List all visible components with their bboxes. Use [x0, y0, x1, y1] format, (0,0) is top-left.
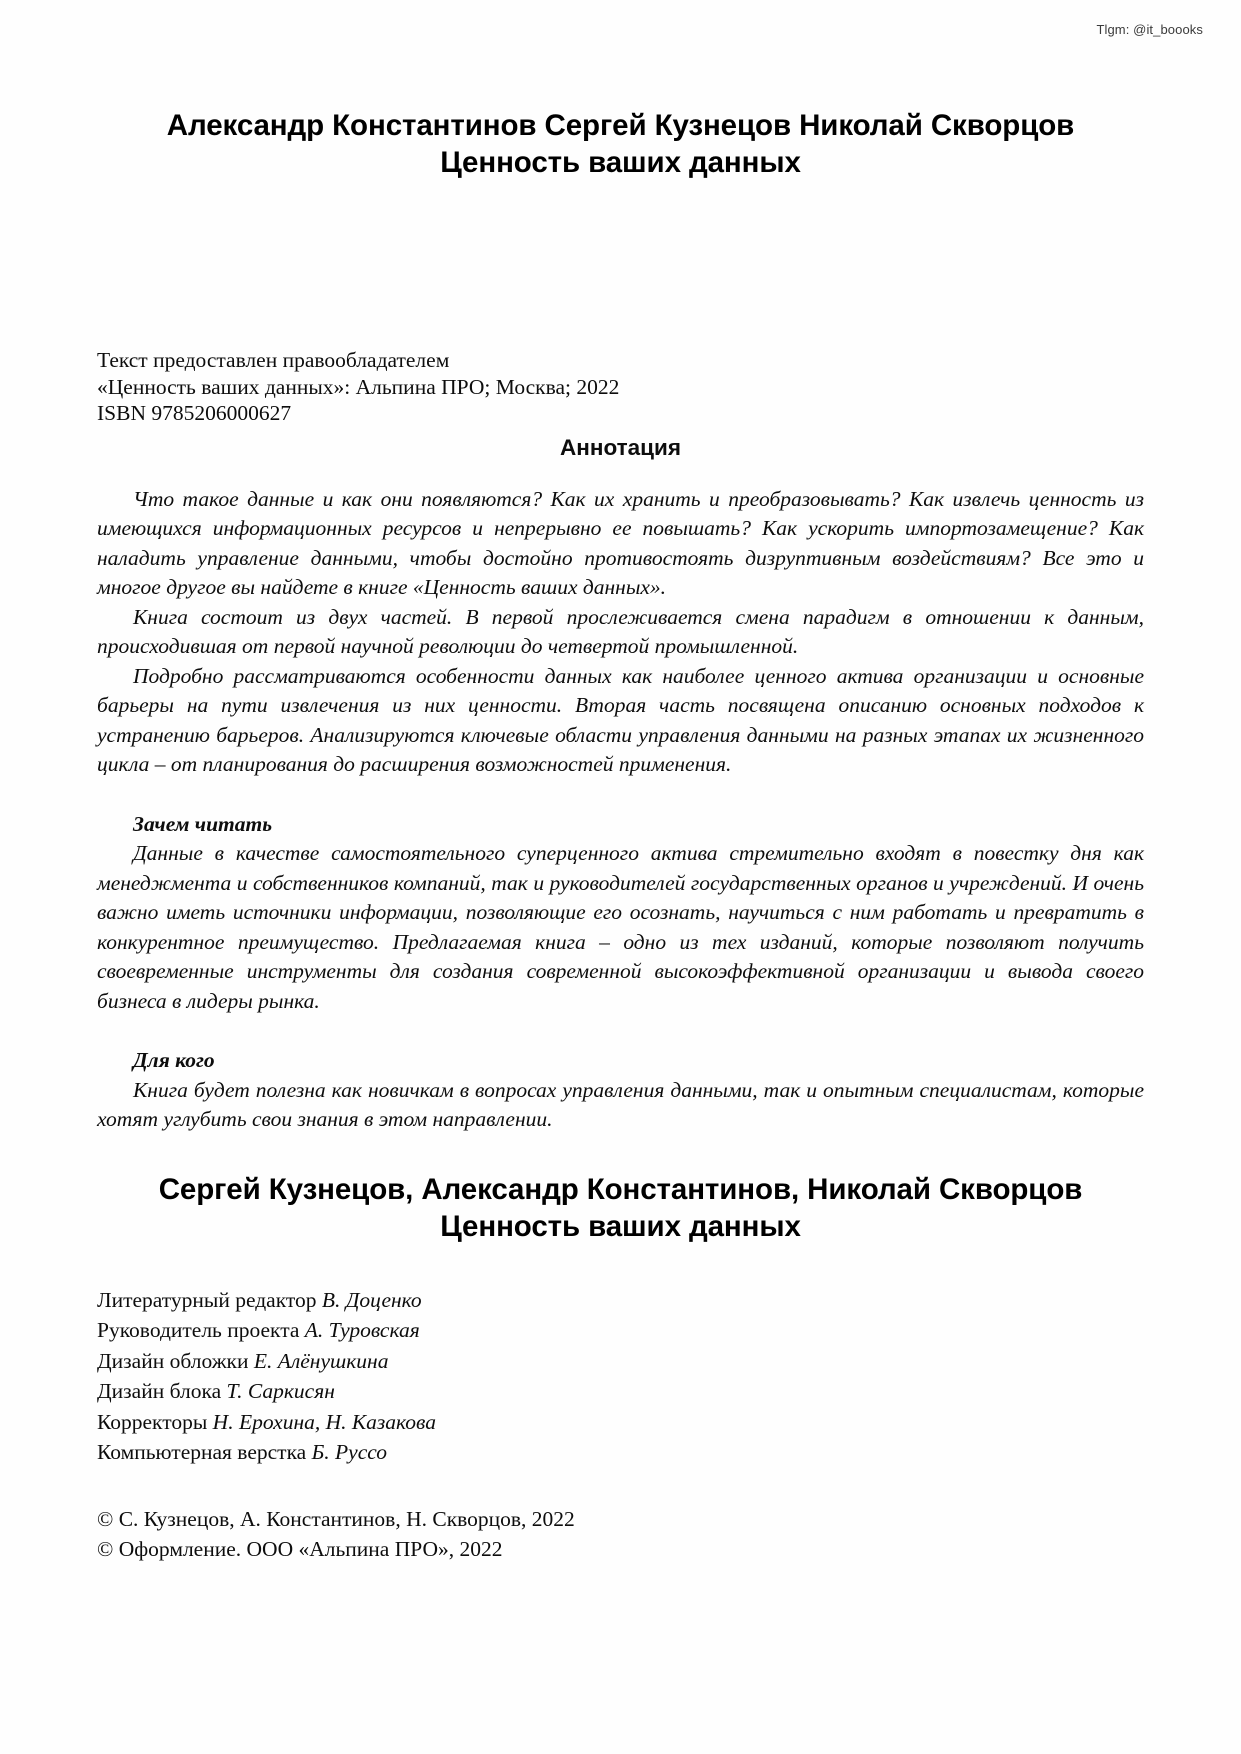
- credit-person: В. Доценко: [321, 1287, 422, 1312]
- credit-line: [97, 1437, 1144, 1468]
- annotation-heading: Аннотация: [560, 434, 681, 460]
- annotation-paragraph: Подробно рассматриваются особенности данных как наиболее ценного актива организации и основные барьеры на пути извлечения из них ценности. Вторая часть посвящена описанию основных подходов к устранению барьеров. Анализируются ключевые области управления данными на разных этапах их жизненного цикла – от планирования до расширения возможностей применения.: [97, 663, 1144, 776]
- credit-person: Н. Ерохина, Н. Казакова: [212, 1409, 436, 1434]
- imprint-isbn-line: ISBN 9785206000627: [97, 401, 292, 425]
- credit-person: Е. Алёнушкина: [253, 1348, 389, 1373]
- credit-person: А. Туровская: [304, 1318, 420, 1342]
- copyright-authors-line: © С. Кузнецов, А. Константинов, Н. Скворцов, 2022: [97, 1506, 575, 1531]
- why-read-paragraph: Данные в качестве самостоятельного суперценного актива стремительно входят в повестку дня как менеджмента и собственников компаний, так и руководителей государственных органов и учреждений. И очень важно иметь источники информации, позволяющие его осознать, научиться с ним работать и превратить в конкурентное преимущество. Предлагаемая книга – одно из тех изданий, которые позволяют получить своевременные инструменты для создания современной высокоэффективной организации и вывода своего бизнеса в лидеры рынка.: [97, 841, 1144, 1013]
- book-title-block-bottom: [97, 1171, 1144, 1245]
- page-content-column: [97, 0, 1144, 1565]
- book-title-line-top: Ценность ваших данных: [440, 146, 801, 179]
- credit-person: Т. Саркисян: [226, 1379, 335, 1403]
- book-title-line-bottom: Ценность ваших данных: [440, 1209, 801, 1243]
- annotation-body: [97, 485, 1144, 780]
- credit-line: [97, 1285, 1144, 1316]
- imprint-publisher-line: «Ценность ваших данных»: Альпина ПРО; Москва; 2022: [97, 374, 620, 399]
- for-whom-section: [97, 1046, 1144, 1135]
- credit-role: Литературный редактор: [97, 1287, 322, 1312]
- for-whom-paragraph: Книга будет полезна как новичкам в вопросах управления данными, так и опытным специалистам, которые хотят углубить свои знания в этом направлении.: [97, 1077, 1144, 1131]
- copyright-design-line: © Оформление. ООО «Альпина ПРО», 2022: [97, 1537, 503, 1561]
- why-read-section: [97, 810, 1144, 1017]
- book-title-block-top: [97, 107, 1144, 181]
- credit-line: [97, 1346, 1144, 1377]
- authors-line-top: Александр Константинов Сергей Кузнецов Николай Скворцов: [166, 109, 1075, 142]
- for-whom-heading: Для кого: [133, 1048, 215, 1072]
- imprint-rights-line: Текст предоставлен правообладателем: [97, 348, 450, 372]
- copyright-block: [97, 1504, 1144, 1565]
- watermark-telegram-handle: Tlgm: @it_boooks: [1096, 22, 1203, 37]
- credit-role: Корректоры: [97, 1409, 213, 1434]
- credit-role: Дизайн обложки: [97, 1348, 254, 1373]
- annotation-paragraph: Что такое данные и как они появляются? Как их хранить и преобразовывать? Как извлечь ценность из имеющихся информационных ресурсов и непрерывно ее повышать? Как ускорить импортозамещение? Как наладить управление данными, чтобы достойно противостоять дизруптивным воздействиям? Все это и многое другое вы найдете в книге «Ценность ваших данных».: [97, 486, 1144, 599]
- annotation-paragraph: Книга состоит из двух частей. В первой прослеживается смена парадигм в отношении к данным, происходившая от первой научной революции до четвертой промышленной.: [97, 604, 1144, 658]
- credits-block: [97, 1285, 1144, 1468]
- credit-line: [97, 1315, 1144, 1346]
- credit-line: [97, 1407, 1144, 1438]
- credit-person: Б. Руссо: [311, 1440, 388, 1464]
- credit-line: [97, 1376, 1144, 1407]
- credit-role: Руководитель проекта: [97, 1318, 305, 1342]
- credit-role: Компьютерная верстка: [97, 1440, 312, 1464]
- why-read-heading: Зачем читать: [133, 811, 273, 836]
- credit-role: Дизайн блока: [97, 1379, 227, 1403]
- authors-line-bottom: Сергей Кузнецов, Александр Константинов, Николай Скворцов: [158, 1172, 1083, 1206]
- imprint-block: [97, 347, 1144, 427]
